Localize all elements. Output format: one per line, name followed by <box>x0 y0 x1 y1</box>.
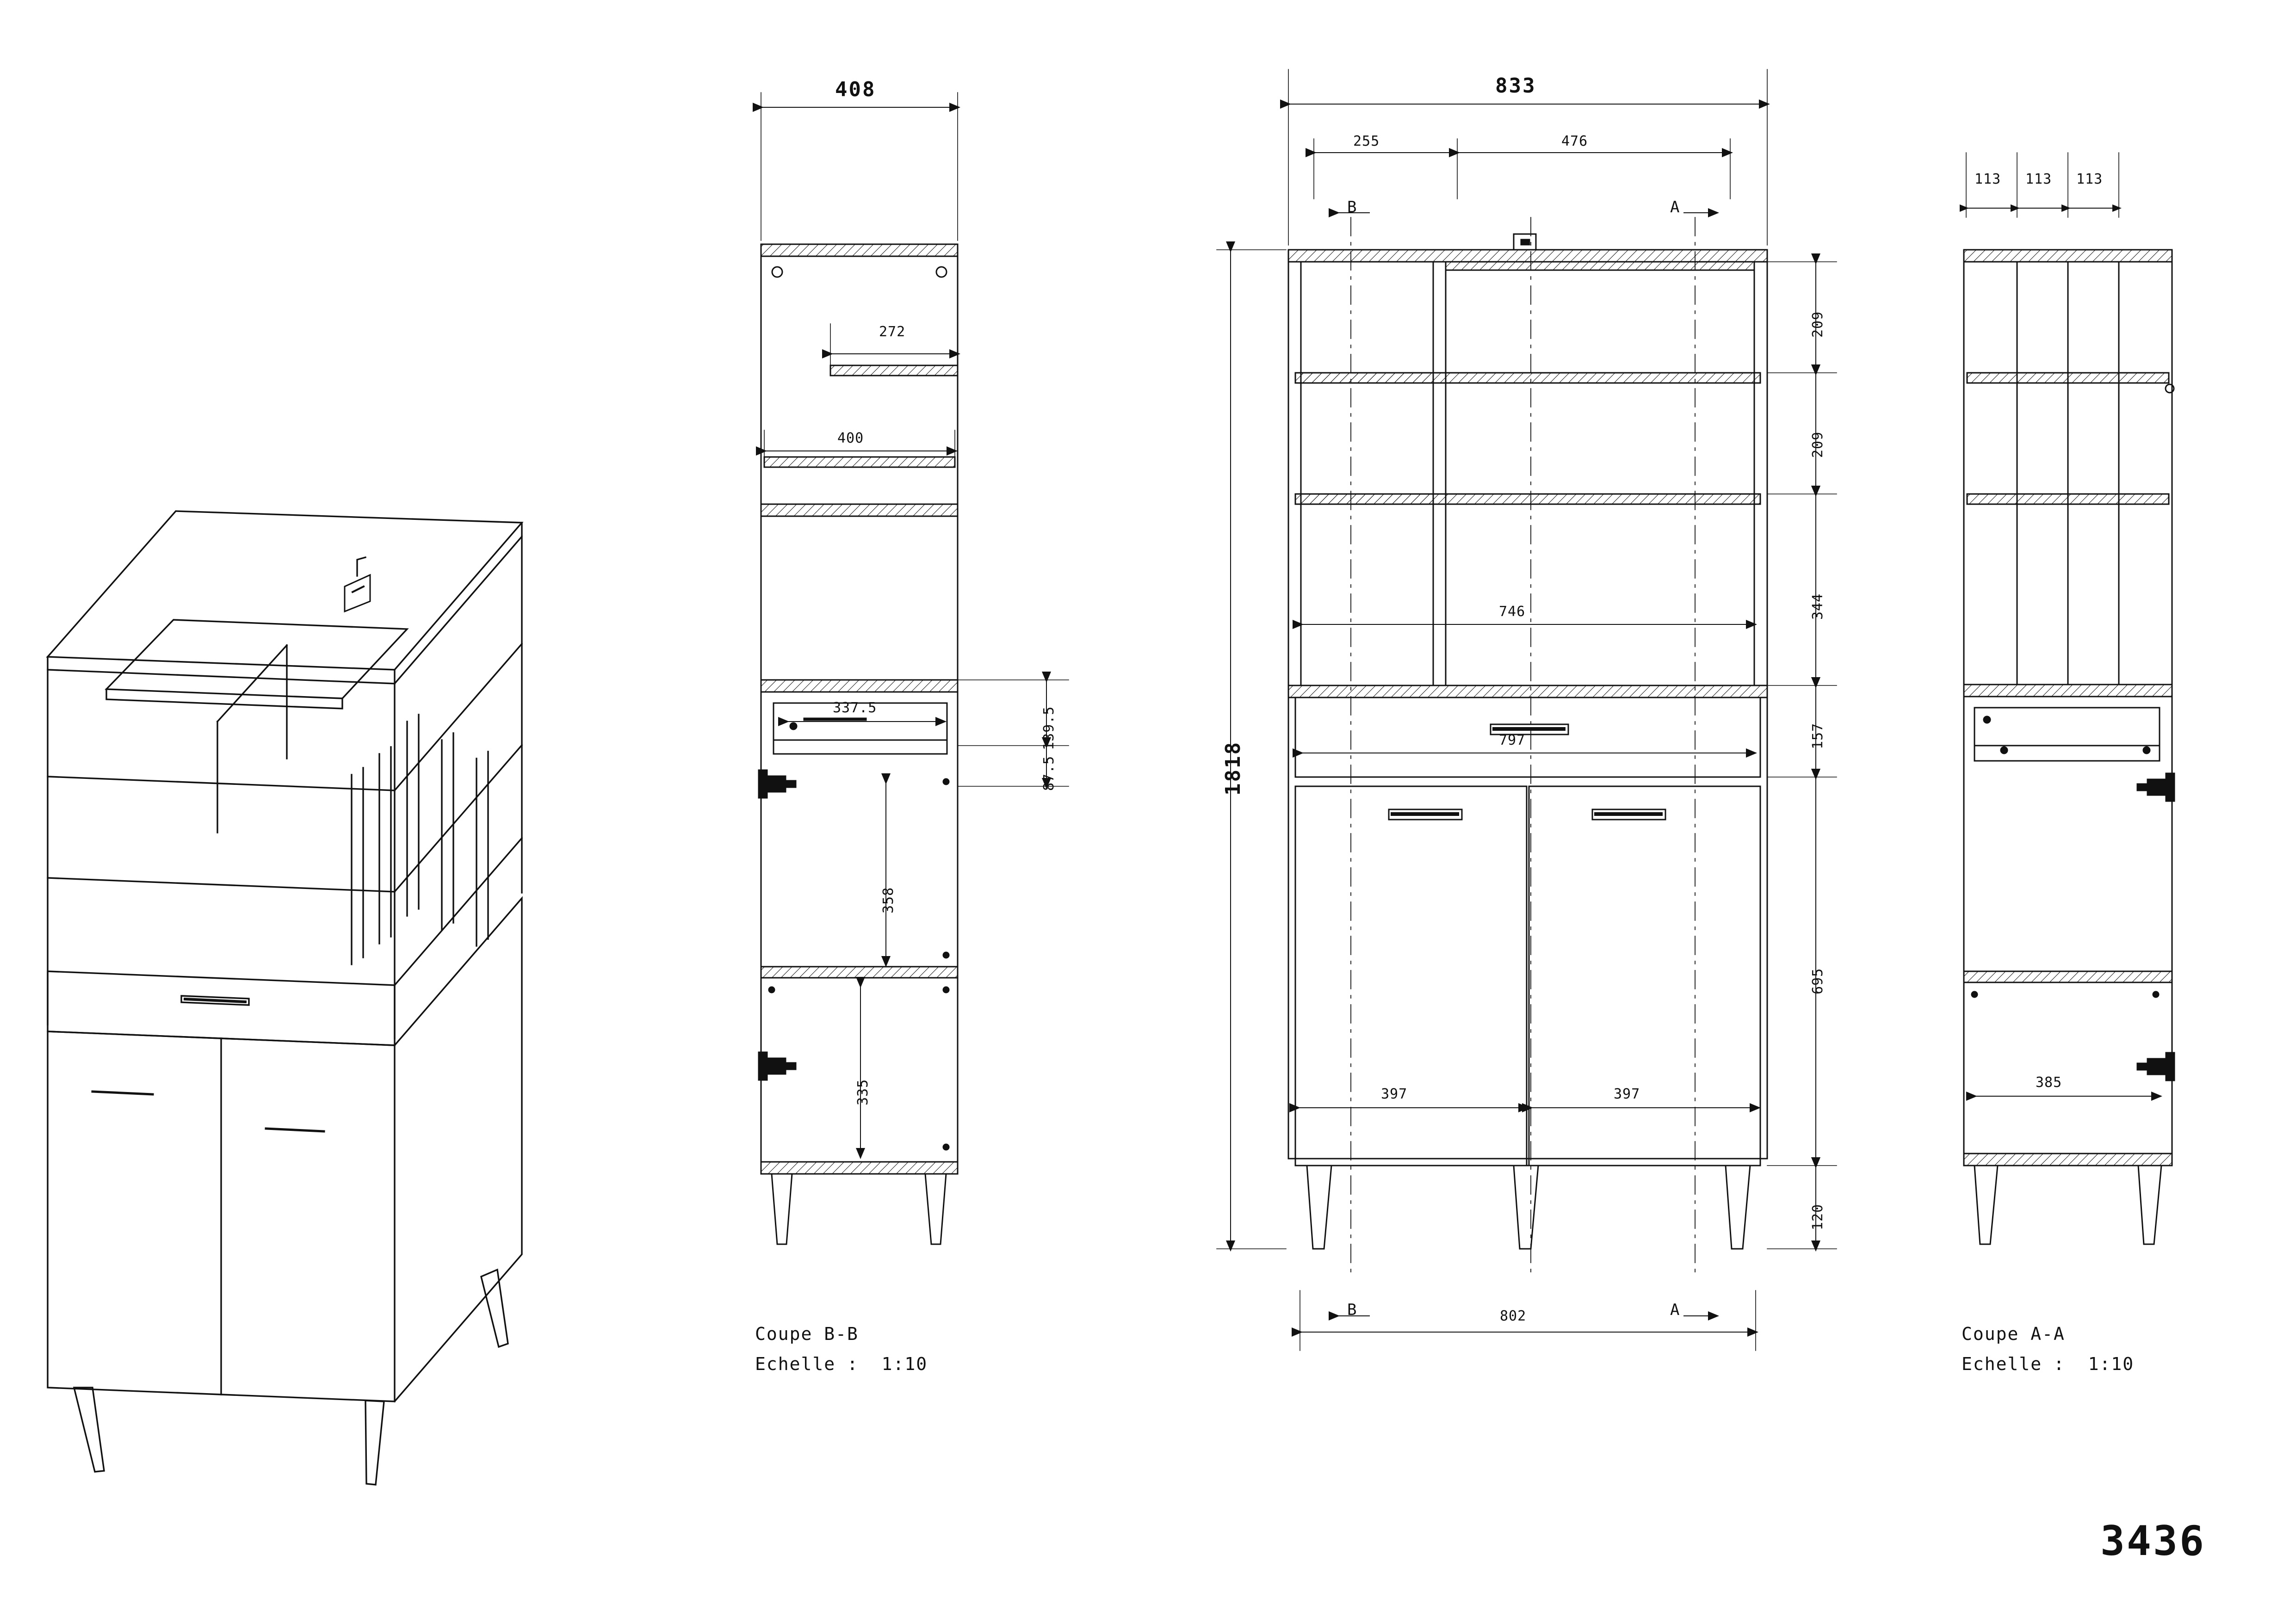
dim-bb-400: 400 <box>837 430 864 446</box>
section-mark-a-bottom: A <box>1670 1301 1680 1319</box>
dim-front-shelf-inner: 746 <box>1499 604 1526 620</box>
dim-bb-87-5: 87.5 <box>1041 755 1057 791</box>
dim-bb-358: 358 <box>880 887 897 913</box>
section-aa-title: Coupe A-A <box>1962 1324 2065 1344</box>
dim-front-row-1: 209 <box>1810 311 1826 338</box>
section-mark-a-top: A <box>1670 198 1680 216</box>
dim-front-row-3: 344 <box>1810 593 1826 620</box>
dim-bb-335: 335 <box>855 1079 871 1105</box>
section-mark-b-bottom: B <box>1347 1301 1357 1319</box>
dim-bb-overall-width: 408 <box>835 78 876 101</box>
section-mark-b-top: B <box>1347 198 1357 216</box>
section-aa-view <box>1964 153 2174 1244</box>
dim-bb-139-5: 139.5 <box>1041 706 1057 750</box>
dim-aa-bay-2: 113 <box>2025 171 2052 187</box>
dim-front-door-right: 397 <box>1614 1086 1640 1102</box>
dim-front-leg-height: 120 <box>1810 1203 1826 1230</box>
dim-front-drawer-row: 157 <box>1810 722 1826 749</box>
dim-front-255: 255 <box>1353 133 1380 149</box>
dim-front-drawer-inner: 797 <box>1499 732 1526 748</box>
dim-bb-337-5: 337.5 <box>833 700 877 716</box>
section-aa-scale: Echelle : 1:10 <box>1962 1354 2135 1374</box>
plate-number: 3436 <box>2100 1517 2206 1565</box>
dim-aa-bay-3: 113 <box>2076 171 2103 187</box>
section-bb-view <box>759 93 1069 1244</box>
section-bb-scale: Echelle : 1:10 <box>755 1354 928 1374</box>
dim-front-overall-width: 833 <box>1495 74 1536 98</box>
isometric-view <box>48 511 522 1485</box>
dim-front-base-width: 802 <box>1500 1308 1527 1324</box>
dim-bb-272: 272 <box>879 324 906 340</box>
dim-front-476: 476 <box>1561 133 1588 149</box>
section-bb-title: Coupe B-B <box>755 1324 859 1344</box>
dim-front-row-2: 209 <box>1810 431 1826 458</box>
dim-aa-bay-1: 113 <box>1974 171 2001 187</box>
dim-front-door-row: 695 <box>1810 968 1826 994</box>
dim-aa-inner-depth: 385 <box>2036 1074 2062 1091</box>
front-elevation-view <box>1217 69 1837 1351</box>
dim-front-door-left: 397 <box>1381 1086 1408 1102</box>
dim-front-overall-height: 1818 <box>1221 741 1245 796</box>
